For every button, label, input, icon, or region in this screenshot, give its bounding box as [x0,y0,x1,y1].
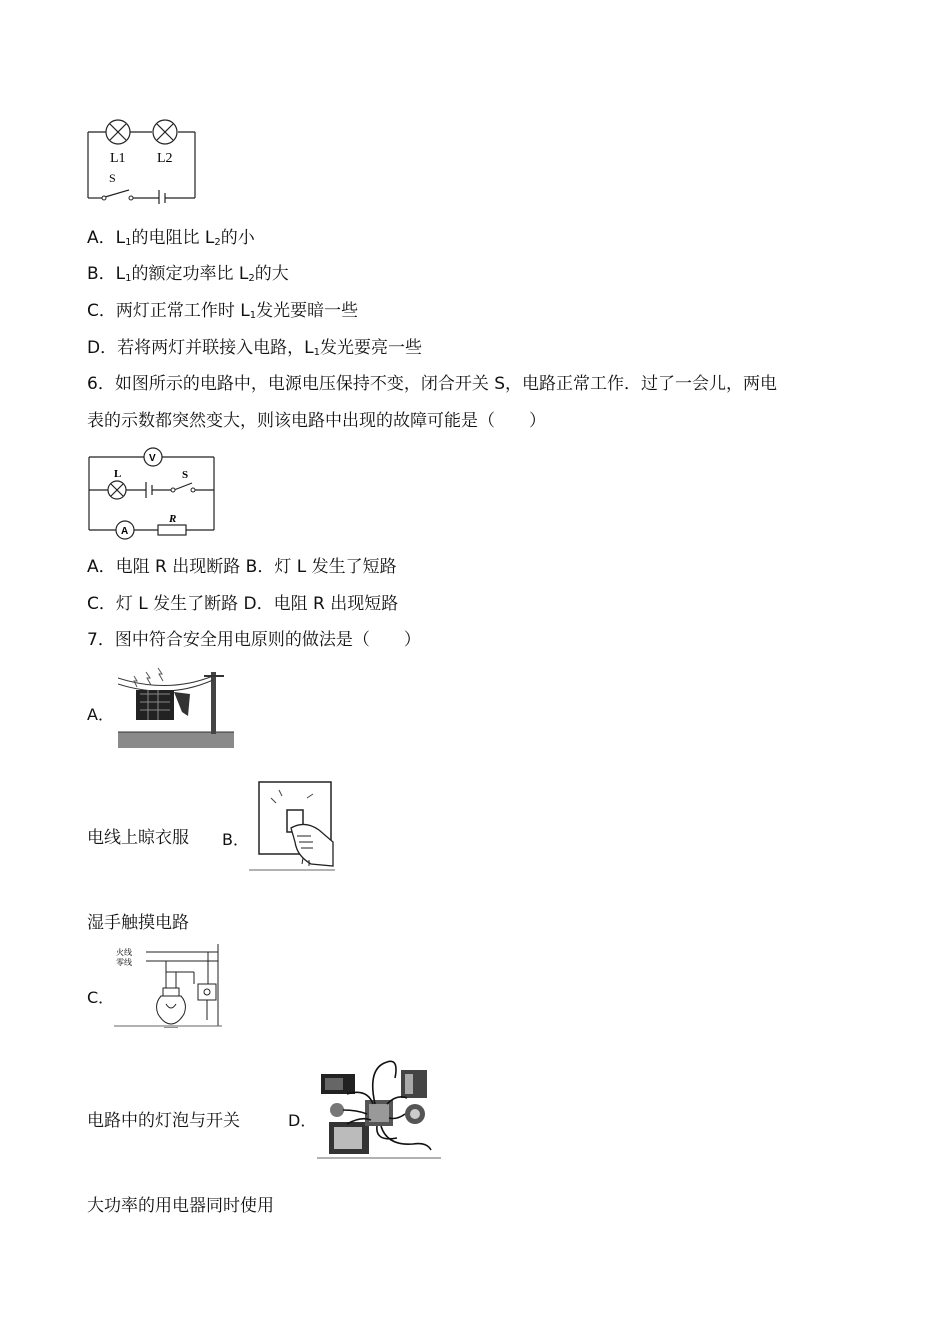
q7-option-d-caption: 大功率的用电器同时使用 [87,1196,274,1216]
q6-options-row2: C．灯 L 发生了断路 D．电阻 R 出现短路 [87,594,399,614]
live-wire-label: 火线 [116,948,132,957]
q6-options-row1: A．电阻 R 出现断路 B．灯 L 发生了短路 [87,557,397,577]
q7-option-a-caption: 电线上晾衣服 [87,828,189,848]
q5-option-c: C．两灯正常工作时 $L_1$发光要暗一些 [87,301,359,321]
q5-option-b: B．$L_1$的额定功率比 $L_2$的大 [87,264,289,284]
q5-option-d: D．若将两灯并联接入电路，$L_1$发光要亮一些 [87,338,422,358]
q5-circuit-figure [85,112,200,204]
q7-option-c-picture [114,944,222,1028]
q6-stem-line2: 表的示数都突然变大，则该电路中出现的故障可能是（ ） [87,411,546,431]
lamp1-label: L1 [110,151,126,166]
neutral-wire-label: 零线 [116,958,132,967]
switch-label: S [109,171,116,185]
resistor-label: R [169,513,177,525]
q7-option-d-picture [317,1058,441,1160]
q7-option-d-label: D． [288,1111,317,1130]
q5-option-a: A．$L_1$的电阻比 $L_2$的小 [87,228,255,248]
q7-option-b-caption: 湿手触摸电路 [87,913,189,933]
voltmeter-label: V [149,453,156,464]
q7-option-b-label: B． [222,830,249,849]
q7-option-c-label: C． [87,988,115,1007]
q6-stem-line1: 6．如图所示的电路中，电源电压保持不变，闭合开关 S，电路正常工作．过了一会儿，两电 [87,374,778,394]
q7-stem: 7．图中符合安全用电原则的做法是（ ） [87,630,421,650]
lamp-label: L [114,468,122,480]
q7-option-c-caption: 电路中的灯泡与开关 [87,1111,240,1131]
q7-option-b-picture [249,776,335,872]
q7-option-a-picture [118,664,234,748]
switch-label: S [182,469,189,481]
q7-option-a-label: A． [87,705,114,724]
lamp2-label: L2 [157,151,173,166]
ammeter-label: A [121,526,129,537]
q6-circuit-figure [86,445,218,543]
